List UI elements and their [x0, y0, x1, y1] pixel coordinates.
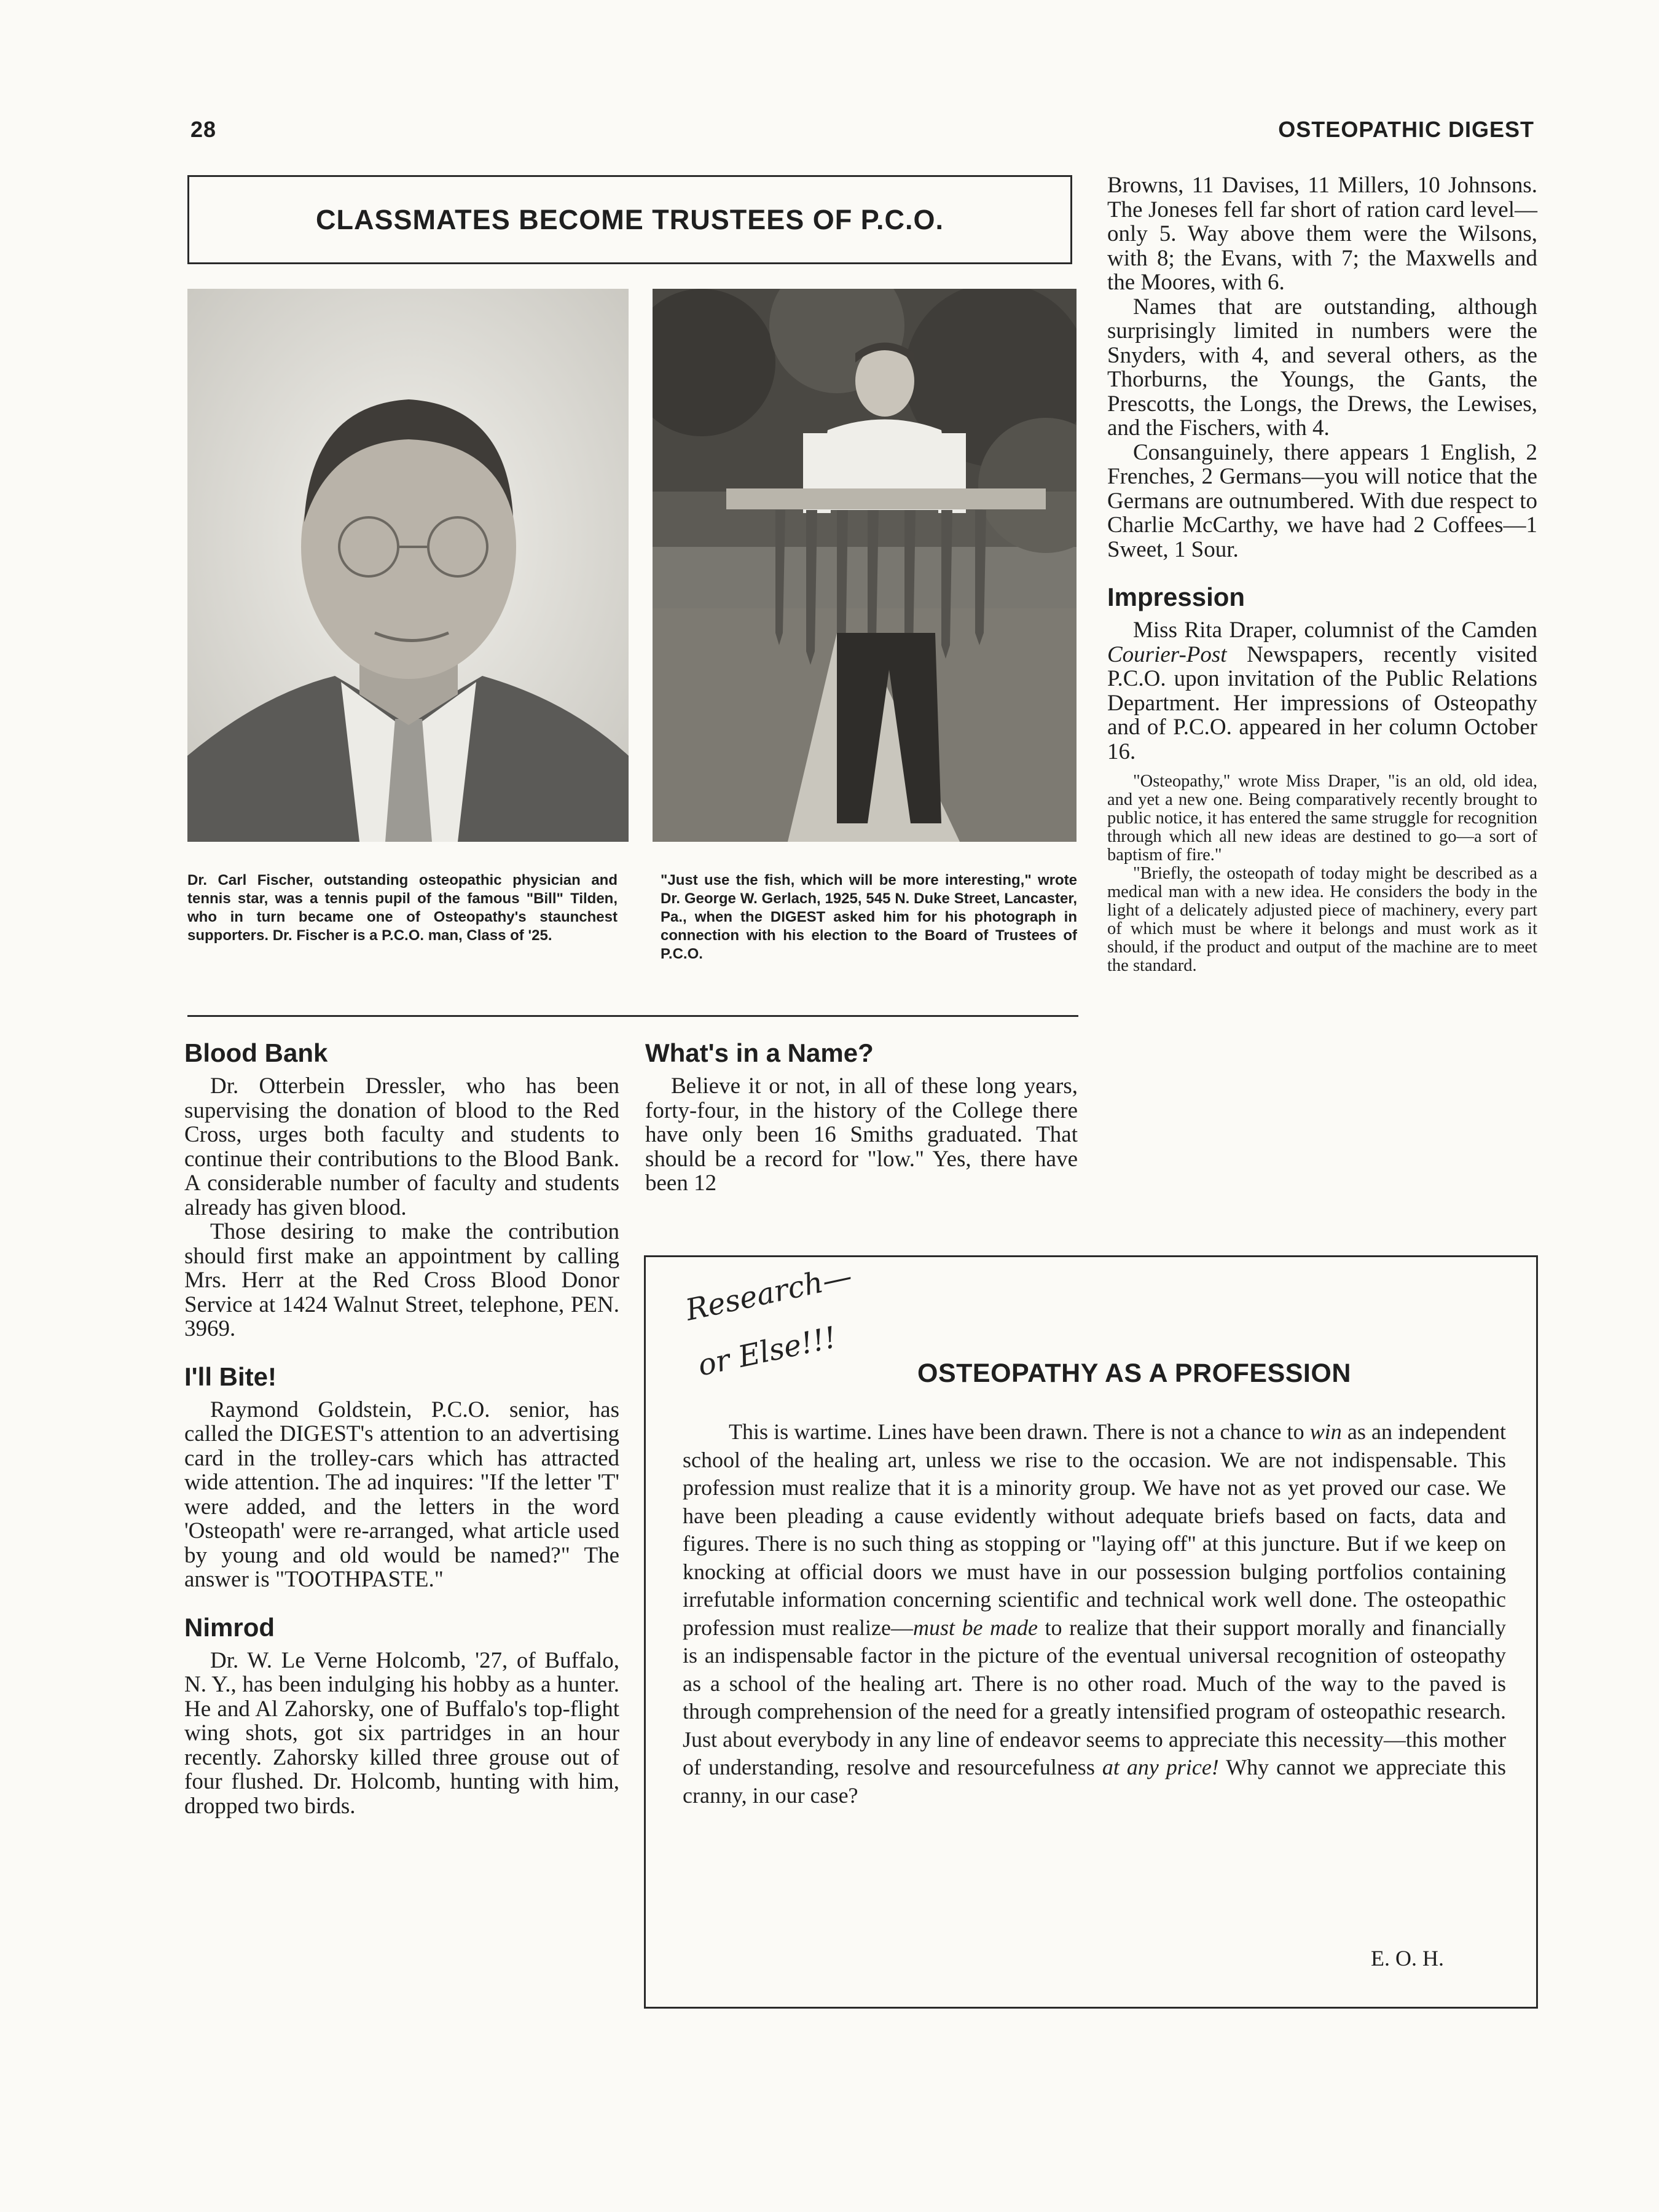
- feature-divider: [187, 1015, 1078, 1017]
- impression-quote-2: "Briefly, the osteopath of today might be described as a medical man with a new idea. He considers the body in the light of a delicately adjusted piece of machinery, every part of which must be where it belongs and must work as it should, if the product and output of the machine are to meet the standard.: [1107, 864, 1537, 975]
- impression-p1-a: Miss Rita Draper, columnist of the Camden: [1133, 618, 1537, 643]
- feature-title-box: [187, 175, 1072, 264]
- fish-caption: "Just use the fish, which will be more interesting," wrote Dr. George W. Gerlach, 1925, 545 N. Duke Street, Lancaster, Pa., when the DIGEST asked him for his photograph in connection with his election to the Board of Trustees of P.C.O.: [661, 872, 1077, 962]
- blood-bank-article: [184, 1074, 619, 1341]
- nimrod-heading: Nimrod: [184, 1612, 275, 1642]
- impression-article: [1107, 618, 1537, 764]
- fish-photo-illustration: [653, 289, 1077, 842]
- name-p1: Believe it or not, in all of these long years, forty-four, in the history of the College there have only been 16 Smiths graduated. That should be a record for "low." Yes, there have been 12: [645, 1073, 1078, 1196]
- profession-text-2: as an independent school of the healing art, unless we rise to the occasion. We are not indispensable. This profession must realize that it is a minority group. We have not as yet proved our case. We have been pleading a cause evidently without adequate briefs based on facts, data and figures. There is no such thing as stopping or "laying off" at this juncture. But if we keep on knocking at official doors we must have in our possession bulging portfolios containing irrefutable information concerning scientific and technical work well done. The osteopathic profession must realize—: [683, 1419, 1507, 1640]
- ill-bite-heading: I'll Bite!: [184, 1362, 276, 1391]
- name-article-continued: [1107, 173, 1537, 562]
- name-article: [645, 1074, 1078, 1196]
- column-left: [184, 1038, 619, 1818]
- fish-photo: [653, 289, 1077, 842]
- profession-text-4: Why cannot we appreciate this cranny, in our case?: [683, 1755, 1506, 1808]
- profession-text-1: This is wartime. Lines have been drawn. There is not a chance to: [729, 1419, 1310, 1444]
- blood-bank-heading: Blood Bank: [184, 1038, 328, 1067]
- profession-win: win: [1309, 1419, 1342, 1444]
- profession-text: [683, 1418, 1506, 1810]
- name-heading: What's in a Name?: [645, 1038, 874, 1067]
- profession-title: OSTEOPATHY AS A PROFESSION: [917, 1359, 1351, 1388]
- impression-quote-1: "Osteopathy," wrote Miss Draper, "is an old, old idea, and yet a new one. Being comparatively recently brought to public notice, it has entered the same struggle for recognition through which all new ideas are destined to go—a sort of baptism of fire.": [1107, 772, 1537, 865]
- impression-heading: Impression: [1107, 582, 1245, 611]
- portrait-caption: Dr. Carl Fischer, outstanding osteopathic physician and tennis star, was a tennis pupil of the famous "Bill" Tilden, who in turn became one of Osteopathy's staunchest supporters. Dr. Fischer is a P.C.O. man, Class of '25.: [187, 872, 618, 944]
- running-head: OSTEOPATHIC DIGEST: [1278, 117, 1534, 142]
- name-p3: Consanguinely, there appears 1 English, 2 Frenches, 2 Germans—you will notice that the Germans are outnumbered. With due respect to Charlie McCarthy, we have had 2 Coffees—1 Sweet, 1 Sour.: [1107, 439, 1537, 562]
- nimrod-article: [184, 1649, 619, 1819]
- impression-p1-b: Newspapers, recently visited P.C.O. upon invitation of the Public Relations Department. Her impressions of Osteopathy and of P.C.O. appeared in her column October 16.: [1107, 641, 1537, 764]
- column-middle: [645, 1038, 1078, 1196]
- impression-p1: [1107, 618, 1537, 764]
- profession-box: [644, 1255, 1538, 2009]
- name-p2: Names that are outstanding, although surprisingly limited in numbers were the Snyders, with 4, and several others, as the Thorburns, the Youngs, the Gants, the Prescotts, the Longs, the Drews, the Lewises, and the Fischers, with 4.: [1107, 294, 1537, 441]
- blood-bank-p1: Dr. Otterbein Dressler, who has been supervising the donation of blood to the Red Cross, urges both faculty and students to continue their contributions to the Blood Bank. A considerable number of faculty and students already has given blood.: [184, 1073, 619, 1220]
- nimrod-p1: Dr. W. Le Verne Holcomb, '27, of Buffalo, N. Y., has been indulging his hobby as a hunter. He and Al Zahorsky, one of Buffalo's top-flight wing shots, got six partridges in an hour recently. Zahorsky killed three grouse out of four flushed. Dr. Holcomb, hunting with him, dropped two birds.: [184, 1647, 619, 1819]
- feature-title: CLASSMATES BECOME TRUSTEES OF P.C.O.: [316, 204, 944, 235]
- ill-bite-p1: Raymond Goldstein, P.C.O. senior, has called the DIGEST's attention to an advertising card in the trolley-cars which has attracted wide attention. The ad inquires: "If the letter 'T' were added, and the letters in the word 'Osteopath' were re-arranged, what article used by young and old would be named?" The answer is "TOOTHPASTE.": [184, 1397, 619, 1592]
- portrait-photo: [187, 289, 629, 842]
- profession-must: must be made: [912, 1615, 1038, 1640]
- column-right: [1107, 173, 1537, 975]
- ill-bite-article: [184, 1398, 619, 1592]
- blood-bank-p2: Those desiring to make the contribution should first make an appointment by calling Mrs. Herr at the Red Cross Blood Donor Service at 1424 Walnut Street, telephone, PEN. 3969.: [184, 1219, 619, 1341]
- name-p1-cont: Browns, 11 Davises, 11 Millers, 10 Johnsons. The Joneses fell far short of ration card level—only 5. Way above them were the Wilsons, with 8; the Evans, with 7; the Maxwells and the Moores, with 6.: [1107, 173, 1537, 295]
- research-script-line2: or Else!!!: [695, 1320, 840, 1383]
- impression-quotes: [1107, 772, 1537, 975]
- profession-signature: E. O. H.: [1371, 1946, 1444, 1971]
- research-script-line1: Research—: [683, 1258, 855, 1328]
- newspaper-name: Courier-Post: [1107, 641, 1227, 667]
- portrait-illustration: [187, 289, 629, 842]
- profession-text-3: to realize that their support morally and financially is an indispensable factor in the picture of the eventual universal recognition of osteopathy as a school of the healing art. There is no other road. Much of the way to the paved is through comprehension of the need for a greatly intensified program of osteopathic research. Just about everybody in any line of endeavor seems to appreciate this necessity—this mother of understanding, resolve and resourcefulness: [683, 1615, 1506, 1779]
- profession-price: at any price!: [1102, 1755, 1219, 1779]
- page-number: 28: [190, 117, 217, 142]
